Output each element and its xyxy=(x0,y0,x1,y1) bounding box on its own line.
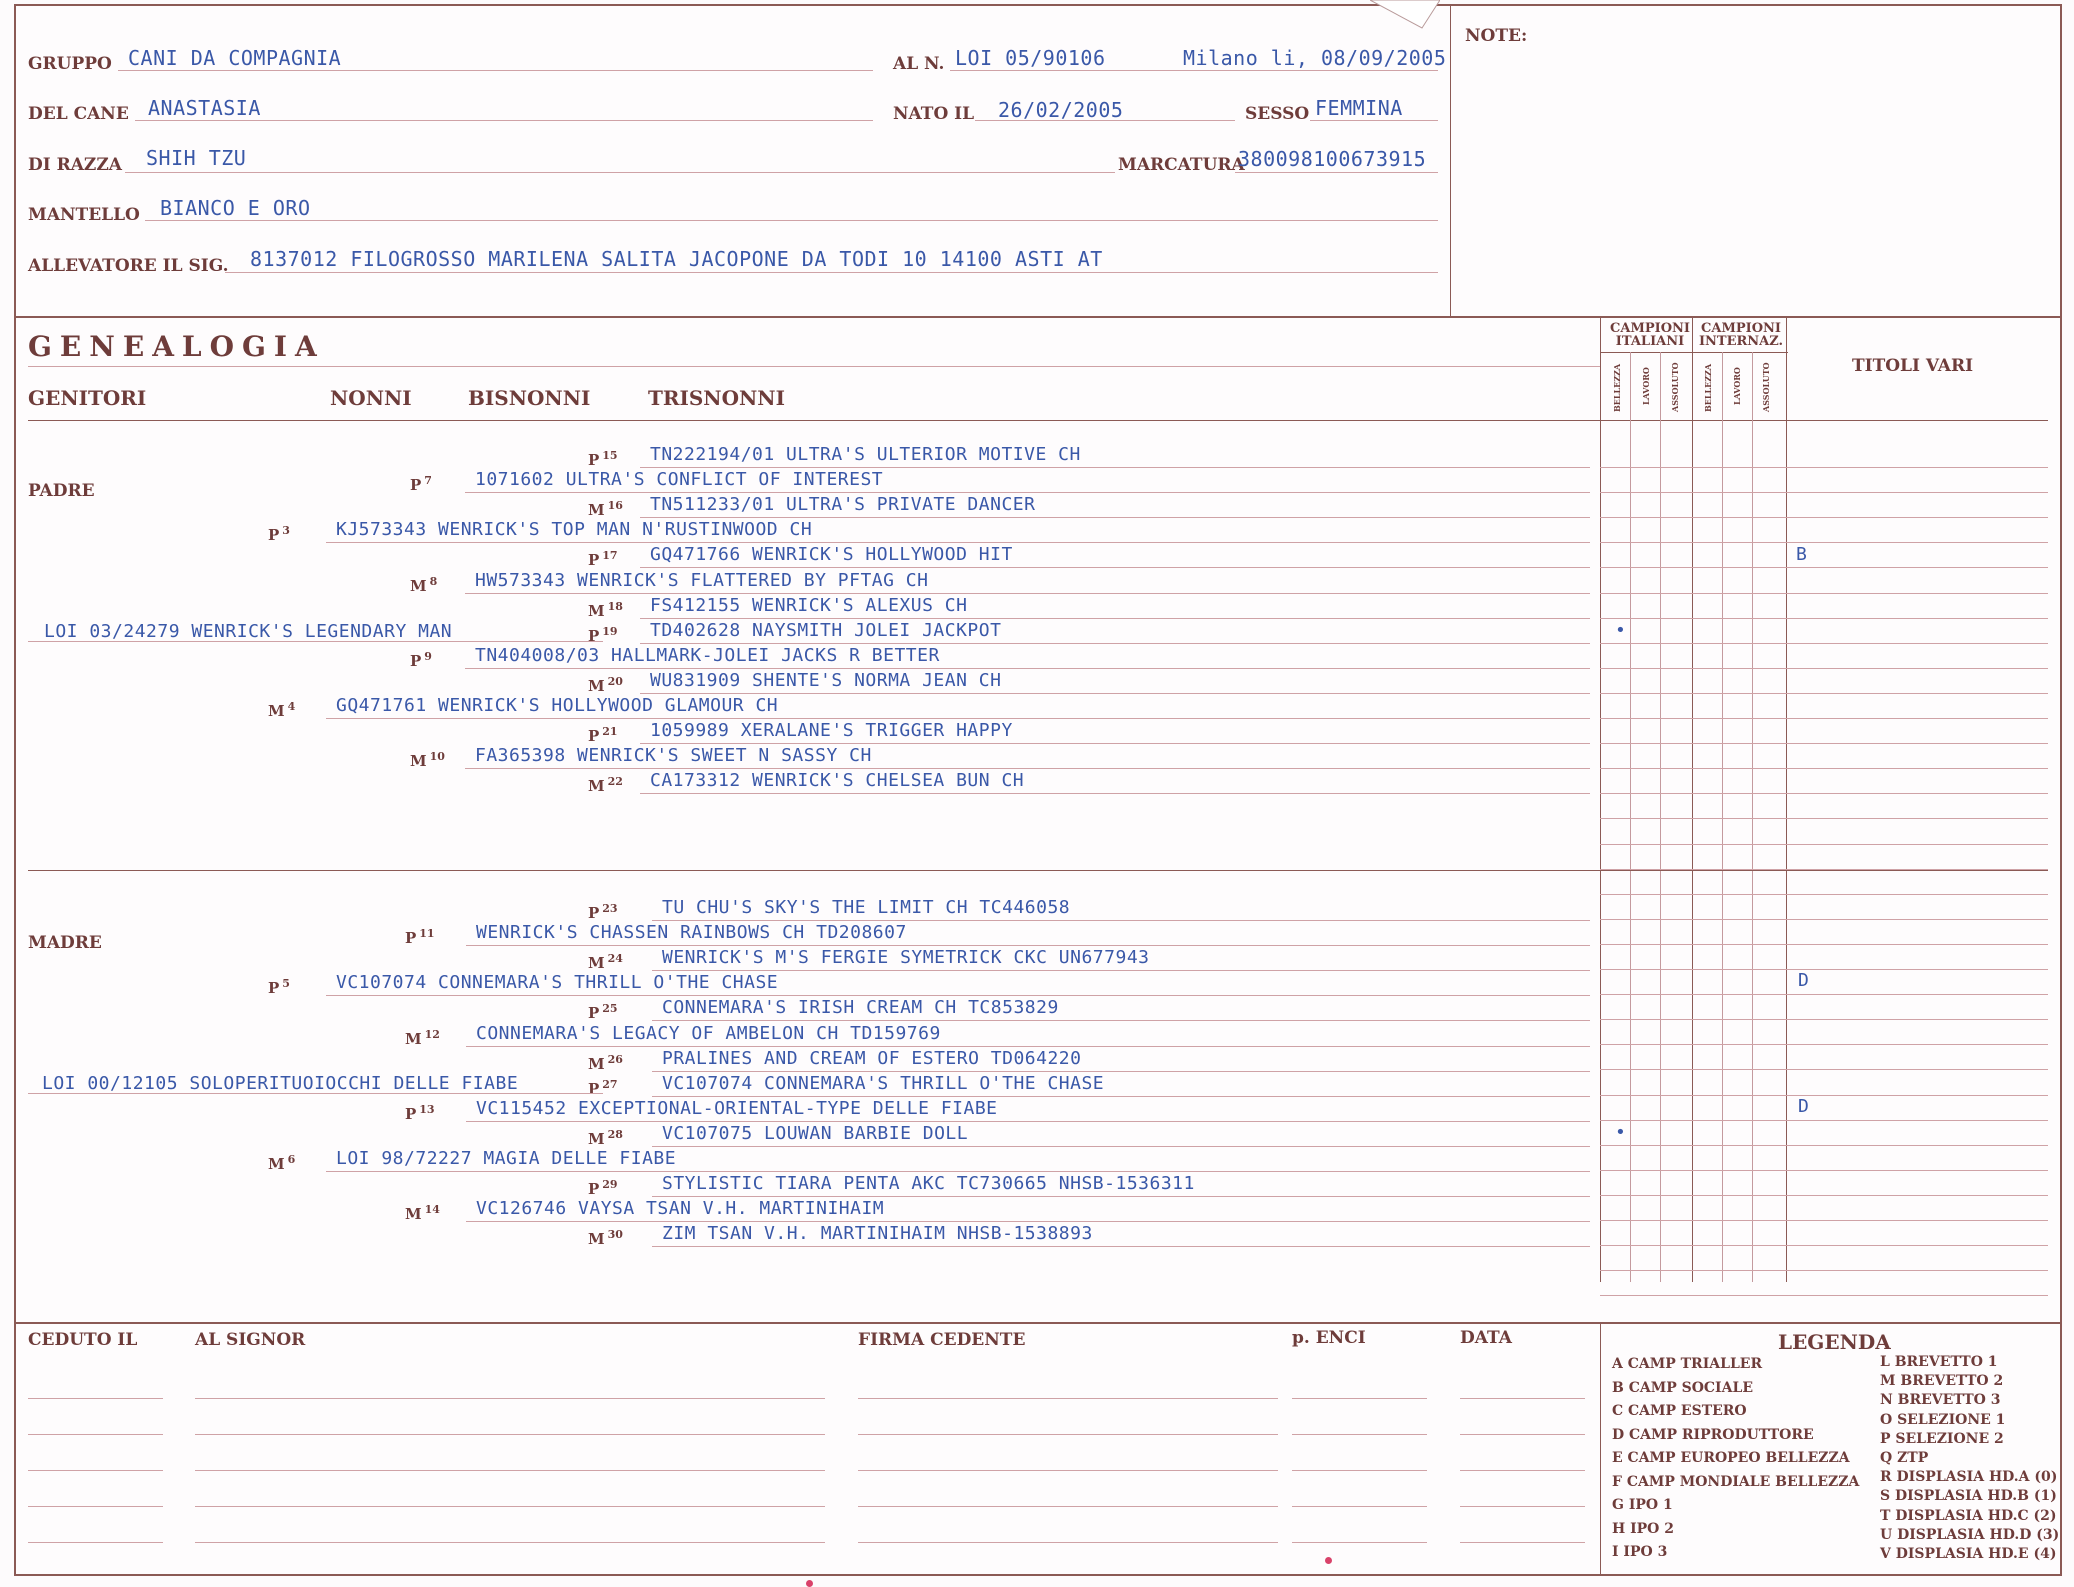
entry-underline xyxy=(652,970,1590,971)
sub-lavoro-it: LAVORO xyxy=(1641,367,1651,405)
entry-position-label xyxy=(405,927,435,947)
grid-row-line xyxy=(1600,818,2048,819)
footer-field-line xyxy=(28,1434,163,1435)
entry-code: P xyxy=(268,979,280,998)
legenda-item: D CAMP RIPRODUTTORE xyxy=(1612,1426,1814,1443)
campioni-internaz-header: CAMPIONI INTERNAZ. xyxy=(1698,321,1784,349)
entry-number: 25 xyxy=(602,1002,618,1016)
header-bottom-border xyxy=(14,316,2062,318)
pedigree-entry: CONNEMARA'S IRISH CREAM CH TC853829 xyxy=(662,997,1059,1019)
allevatore-line xyxy=(225,272,1438,273)
champion-mark-2: • xyxy=(1615,1122,1626,1143)
pedigree-sheet xyxy=(14,4,2062,1576)
stray-ink-dot xyxy=(806,1580,813,1587)
grid-v-3 xyxy=(1692,318,1693,1282)
grid-row-line xyxy=(1600,668,2048,669)
pedigree-entry: TN222194/01 ULTRA'S ULTERIOR MOTIVE CH xyxy=(650,444,1081,465)
data-label: DATA xyxy=(1460,1328,1512,1348)
entry-code: P xyxy=(588,904,600,922)
sub-bellezza-it: BELLEZZA xyxy=(1612,363,1622,412)
nato-il-line xyxy=(975,120,1235,121)
legenda-item: C CAMP ESTERO xyxy=(1612,1403,1747,1419)
entry-position-label xyxy=(588,1128,623,1148)
gen-title-line xyxy=(28,366,1600,367)
entry-underline xyxy=(640,467,1590,468)
entry-position-label xyxy=(588,952,623,972)
entry-number: 28 xyxy=(607,1127,623,1141)
col-nonni: NONNI xyxy=(330,386,412,410)
entry-number: 19 xyxy=(602,624,618,638)
p-enci-label: p. ENCI xyxy=(1292,1328,1366,1348)
entry-code: P xyxy=(588,1079,600,1098)
legenda-item: I IPO 3 xyxy=(1612,1544,1668,1560)
entry-code: P xyxy=(410,476,422,495)
entry-number: 21 xyxy=(602,725,618,739)
legenda-item: V DISPLASIA HD.E (4) xyxy=(1880,1546,2057,1562)
padre-value: LOI 03/24279 WENRICK'S LEGENDARY MAN xyxy=(44,621,453,642)
al-n-line xyxy=(950,70,1438,71)
entry-code: M xyxy=(410,752,427,771)
grid-row-line xyxy=(1600,1295,2048,1296)
footer-field-line xyxy=(1292,1434,1427,1435)
entry-number: 22 xyxy=(607,775,623,789)
genealogy-bottom-border xyxy=(14,1322,2062,1324)
entry-underline xyxy=(326,1171,1590,1172)
grid-row-line xyxy=(1600,1095,2048,1096)
entry-code: P xyxy=(268,526,280,545)
entry-underline xyxy=(652,1196,1590,1197)
entry-code: P xyxy=(588,1180,600,1199)
grid-row-line xyxy=(1600,994,2048,995)
pedigree-entry: FA365398 WENRICK'S SWEET N SASSY CH xyxy=(475,745,872,767)
campioni-italiani-header: CAMPIONI ITALIANI xyxy=(1610,321,1690,349)
footer-field-line xyxy=(195,1434,825,1435)
entry-code: M xyxy=(588,501,605,520)
sesso-label: SESSO xyxy=(1245,104,1310,124)
campioni-header-line xyxy=(1600,352,1788,353)
entry-position-label xyxy=(588,600,623,620)
del-cane-value: ANASTASIA xyxy=(148,96,261,120)
footer-field-line xyxy=(28,1398,163,1399)
pedigree-entry: HW573343 WENRICK'S FLATTERED BY PFTAG CH xyxy=(475,569,929,591)
entry-position-label xyxy=(268,977,290,997)
title-mark-d2: D xyxy=(1798,1096,1809,1117)
legenda-item: A CAMP TRIALLER xyxy=(1612,1356,1763,1372)
grid-v-0 xyxy=(1600,318,1601,1282)
entry-position-label xyxy=(268,700,295,720)
grid-row-line xyxy=(1600,919,2048,920)
marcatura-value: 380098100673915 xyxy=(1238,147,1427,171)
pedigree-entry: TD402628 NAYSMITH JOLEI JACKPOT xyxy=(650,619,1002,641)
entry-number: 7 xyxy=(424,474,432,488)
entry-number: 17 xyxy=(602,549,618,563)
entry-underline xyxy=(640,693,1590,694)
entry-code: M xyxy=(588,1230,605,1249)
champion-mark-1: • xyxy=(1615,620,1626,641)
entry-code: M xyxy=(588,1129,605,1148)
folded-corner-icon xyxy=(1370,0,1440,30)
entry-number: 11 xyxy=(419,927,435,941)
grid-row-line xyxy=(1600,492,2048,493)
razza-value: SHIH TZU xyxy=(146,146,247,170)
gruppo-label: GRUPPO xyxy=(28,54,112,74)
allevatore-label: ALLEVATORE IL SIG. xyxy=(28,256,229,276)
entry-underline xyxy=(652,1071,1590,1072)
mantello-label: MANTELLO xyxy=(28,205,140,225)
pedigree-entry: STYLISTIC TIARA PENTA AKC TC730665 NHSB-1536311 xyxy=(662,1173,1195,1195)
entry-underline xyxy=(640,517,1590,518)
pedigree-entry: WU831909 SHENTE'S NORMA JEAN CH xyxy=(650,669,1002,691)
entry-underline xyxy=(326,995,1590,996)
grid-row-line xyxy=(1600,844,2048,845)
entry-code: M xyxy=(588,777,605,796)
title-mark-d1: D xyxy=(1798,970,1809,991)
grid-row-line xyxy=(1600,517,2048,518)
gruppo-line xyxy=(118,70,873,71)
entry-underline xyxy=(640,618,1590,619)
grid-row-line xyxy=(1600,1120,2048,1121)
ceduto-il-label: CEDUTO IL xyxy=(28,1330,138,1350)
entry-number: 23 xyxy=(602,902,618,915)
sub-assoluto-it: ASSOLUTO xyxy=(1670,362,1680,412)
entry-number: 30 xyxy=(607,1228,623,1242)
legenda-item: R DISPLASIA HD.A (0) xyxy=(1880,1469,2058,1486)
entry-number: 6 xyxy=(287,1153,296,1166)
grid-row-line xyxy=(1600,542,2048,543)
nato-il-value: 26/02/2005 xyxy=(998,98,1124,122)
grid-row-line xyxy=(1600,793,2048,794)
entry-code: P xyxy=(405,1104,417,1123)
entry-code: P xyxy=(588,1004,600,1023)
grid-row-line xyxy=(1600,768,2048,769)
footer-field-line xyxy=(858,1434,1278,1435)
footer-field-line xyxy=(858,1398,1278,1399)
footer-field-line xyxy=(1460,1398,1585,1399)
col-bisnonni: BISNONNI xyxy=(468,386,591,410)
entry-code: M xyxy=(588,601,605,620)
grid-row-line xyxy=(1600,1245,2048,1246)
entry-position-label xyxy=(410,650,432,670)
entry-number: 20 xyxy=(607,674,623,688)
grid-row-line xyxy=(1600,743,2048,744)
entry-position-label xyxy=(268,1153,295,1173)
entry-position-label xyxy=(405,1203,440,1223)
pedigree-entry: CA173312 WENRICK'S CHELSEA BUN CH xyxy=(650,770,1025,792)
entry-position-label xyxy=(588,775,623,795)
sesso-line xyxy=(1310,120,1438,121)
grid-row-line xyxy=(1600,1069,2048,1070)
stray-ink-dot xyxy=(1325,1557,1332,1564)
entry-position-label xyxy=(588,675,623,695)
legenda-item: S DISPLASIA HD.B (1) xyxy=(1880,1488,2057,1505)
entry-number: 16 xyxy=(607,499,623,513)
pedigree-entry: TN404008/03 HALLMARK-JOLEI JACKS R BETTER xyxy=(475,644,940,666)
entry-underline xyxy=(640,743,1590,744)
entry-position-label xyxy=(588,1053,623,1073)
entry-underline xyxy=(652,920,1590,921)
entry-number: 29 xyxy=(602,1178,618,1192)
pedigree-entry: KJ573343 WENRICK'S TOP MAN N'RUSTINWOOD CH xyxy=(336,519,813,541)
footer-field-line xyxy=(1460,1506,1585,1507)
pedigree-entry: VC107075 LOUWAN BARBIE DOLL xyxy=(662,1122,969,1144)
grid-row-line xyxy=(1600,1220,2048,1221)
pedigree-entry: VC115452 EXCEPTIONAL-ORIENTAL-TYPE DELLE FIABE xyxy=(476,1097,998,1119)
grid-row-line xyxy=(1600,969,2048,970)
entry-code: M xyxy=(405,1029,422,1048)
entry-number: 14 xyxy=(424,1203,440,1217)
entry-code: M xyxy=(268,702,285,720)
sub-bellezza-int: BELLEZZA xyxy=(1703,363,1713,412)
razza-line xyxy=(125,172,1115,173)
marcatura-line xyxy=(1235,172,1438,173)
grid-row-line xyxy=(1600,1044,2048,1045)
entry-code: P xyxy=(588,727,600,746)
footer-field-line xyxy=(1460,1542,1585,1543)
grid-row-line xyxy=(1600,894,2048,895)
legenda-item: Q ZTP xyxy=(1880,1450,1929,1466)
entry-number: 5 xyxy=(282,977,290,991)
footer-field-line xyxy=(1292,1470,1427,1471)
grid-row-line xyxy=(1600,618,2048,619)
entry-underline xyxy=(326,542,1590,543)
al-n-value: LOI 05/90106 xyxy=(955,46,1106,70)
entry-position-label xyxy=(410,474,432,494)
grid-row-line xyxy=(1600,1019,2048,1020)
entry-position-label xyxy=(588,1002,618,1022)
legenda-item: U DISPLASIA HD.D (3) xyxy=(1880,1526,2060,1543)
entry-position-label xyxy=(588,499,623,519)
legenda-item: M BREVETTO 2 xyxy=(1880,1373,2004,1390)
pedigree-entry: FS412155 WENRICK'S ALEXUS CH xyxy=(650,594,968,616)
entry-number: 4 xyxy=(287,700,296,713)
legenda-item: G IPO 1 xyxy=(1612,1497,1673,1513)
entry-code: M xyxy=(588,954,605,973)
pedigree-entry: 1071602 ULTRA'S CONFLICT OF INTEREST xyxy=(475,469,884,491)
grid-row-line xyxy=(1600,467,2048,468)
pedigree-entry: VC126746 VAYSA TSAN V.H. MARTINIHAIM xyxy=(476,1198,885,1220)
footer-field-line xyxy=(1292,1398,1427,1399)
place-date: Milano li, 08/09/2005 xyxy=(1183,46,1447,70)
sub-assoluto-int: ASSOLUTO xyxy=(1761,362,1771,412)
footer-field-line xyxy=(858,1542,1278,1543)
allevatore-value: 8137012 FILOGROSSO MARILENA SALITA JACOPONE DA TODI 10 14100 ASTI AT xyxy=(250,247,1103,271)
mantello-value: BIANCO E ORO xyxy=(160,196,311,220)
entry-number: 15 xyxy=(602,449,618,462)
mantello-line xyxy=(145,220,1438,221)
entry-position-label xyxy=(588,1178,618,1198)
entry-code: M xyxy=(588,676,605,695)
entry-number: 3 xyxy=(282,524,290,538)
entry-underline xyxy=(326,718,1590,719)
grid-row-line xyxy=(1600,643,2048,644)
entry-number: 9 xyxy=(424,649,432,663)
entry-underline xyxy=(465,492,1590,493)
footer-field-line xyxy=(1460,1434,1585,1435)
del-cane-line xyxy=(135,120,873,121)
sesso-value: FEMMINA xyxy=(1315,96,1403,120)
grid-row-line xyxy=(1600,593,2048,594)
pedigree-entry: PRALINES AND CREAM OF ESTERO TD064220 xyxy=(662,1047,1082,1069)
pedigree-entry: GQ471766 WENRICK'S HOLLYWOOD HIT xyxy=(650,544,1013,566)
footer-field-line xyxy=(858,1506,1278,1507)
madre-label: MADRE xyxy=(28,933,102,953)
entry-number: 13 xyxy=(419,1102,435,1116)
note-label: NOTE: xyxy=(1465,26,1528,46)
grid-v-6 xyxy=(1786,318,1787,1282)
entry-position-label xyxy=(588,1078,618,1098)
gruppo-value: CANI DA COMPAGNIA xyxy=(128,46,342,70)
entry-underline xyxy=(640,643,1590,644)
entry-position-label xyxy=(588,1228,623,1248)
entry-number: 10 xyxy=(429,750,445,764)
genealogia-title: GENEALOGIA xyxy=(28,330,325,363)
al-n-label: AL N. xyxy=(893,54,945,74)
razza-label: DI RAZZA xyxy=(28,155,122,175)
legenda-item: O SELEZIONE 1 xyxy=(1880,1411,2006,1428)
entry-position-label xyxy=(405,1028,440,1048)
entry-underline xyxy=(652,1096,1590,1097)
grid-row-line xyxy=(1600,1145,2048,1146)
entry-position-label xyxy=(410,575,437,595)
pedigree-entry: TU CHU'S SKY'S THE LIMIT CH TC446058 xyxy=(662,897,1071,918)
pedigree-entry: TN511233/01 ULTRA'S PRIVATE DANCER xyxy=(650,494,1036,516)
footer-field-line xyxy=(858,1470,1278,1471)
footer-field-line xyxy=(28,1470,163,1471)
legenda-item: P SELEZIONE 2 xyxy=(1880,1430,2004,1447)
entry-code: P xyxy=(588,451,600,469)
pedigree-entry: ZIM TSAN V.H. MARTINIHAIM NHSB-1538893 xyxy=(662,1223,1093,1245)
padre-madre-divider xyxy=(28,870,2048,871)
entry-underline xyxy=(466,1046,1590,1047)
footer-field-line xyxy=(195,1506,825,1507)
entry-underline xyxy=(465,668,1590,669)
entry-number: 26 xyxy=(607,1052,623,1066)
legenda-item: E CAMP EUROPEO BELLEZZA xyxy=(1612,1450,1850,1466)
padre-label: PADRE xyxy=(28,481,95,501)
entry-underline xyxy=(466,1121,1590,1122)
entry-position-label xyxy=(410,750,445,770)
footer-field-line xyxy=(1292,1542,1427,1543)
legenda-title: LEGENDA xyxy=(1778,1330,1891,1354)
pedigree-entry: WENRICK'S M'S FERGIE SYMETRICK CKC UN677943 xyxy=(662,947,1150,969)
grid-row-line xyxy=(1600,567,2048,568)
legenda-item: N BREVETTO 3 xyxy=(1880,1392,2001,1409)
entry-position-label xyxy=(268,524,290,544)
entry-underline xyxy=(466,1221,1590,1222)
footer-field-line xyxy=(28,1542,163,1543)
entry-code: P xyxy=(405,929,417,948)
entry-number: 12 xyxy=(424,1027,440,1041)
footer-field-line xyxy=(28,1506,163,1507)
pedigree-entry: LOI 98/72227 MAGIA DELLE FIABE xyxy=(336,1148,677,1169)
footer-field-line xyxy=(195,1398,825,1399)
entry-number: 18 xyxy=(607,599,623,613)
titoli-vari-header: TITOLI VARI xyxy=(1852,356,1974,376)
footer-field-line xyxy=(1292,1506,1427,1507)
pedigree-entry: WENRICK'S CHASSEN RAINBOWS CH TD208607 xyxy=(476,922,907,944)
legenda-item: H IPO 2 xyxy=(1612,1520,1674,1537)
firma-cedente-label: FIRMA CEDENTE xyxy=(858,1330,1026,1350)
grid-row-line xyxy=(1600,1270,2048,1271)
del-cane-label: DEL CANE xyxy=(28,104,129,124)
grid-row-line xyxy=(1600,693,2048,694)
col-genitori: GENITORI xyxy=(28,386,147,410)
entry-underline xyxy=(465,768,1590,769)
grid-row-line xyxy=(1600,944,2048,945)
entry-underline xyxy=(652,1020,1590,1021)
columns-header-bottom xyxy=(28,420,2048,421)
sub-lavoro-int: LAVORO xyxy=(1732,367,1742,405)
pedigree-entry: VC107074 CONNEMARA'S THRILL O'THE CHASE xyxy=(662,1072,1105,1094)
footer-field-line xyxy=(195,1542,825,1543)
entry-number: 27 xyxy=(602,1077,618,1091)
legenda-divider xyxy=(1600,1322,1601,1576)
pedigree-entry: GQ471761 WENRICK'S HOLLYWOOD GLAMOUR CH xyxy=(336,695,779,716)
pedigree-entry: CONNEMARA'S LEGACY OF AMBELON CH TD159769 xyxy=(476,1022,941,1044)
legenda-item: T DISPLASIA HD.C (2) xyxy=(1880,1507,2057,1524)
footer-field-line xyxy=(1460,1470,1585,1471)
note-divider xyxy=(1450,4,1451,316)
entry-code: M xyxy=(405,1205,422,1224)
entry-underline xyxy=(640,793,1590,794)
legenda-item: F CAMP MONDIALE BELLEZZA xyxy=(1612,1473,1860,1490)
pedigree-entry: VC107074 CONNEMARA'S THRILL O'THE CHASE xyxy=(336,972,779,994)
pedigree-entry: 1059989 XERALANE'S TRIGGER HAPPY xyxy=(650,720,1013,742)
nato-il-label: NATO IL xyxy=(893,104,975,124)
al-signor-label: AL SIGNOR xyxy=(195,1330,306,1350)
grid-row-line xyxy=(1600,1170,2048,1171)
entry-position-label xyxy=(588,725,618,745)
marcatura-label: MARCATURA xyxy=(1118,155,1245,175)
entry-code: M xyxy=(268,1155,285,1173)
entry-position-label xyxy=(405,1103,435,1123)
col-trisnonni: TRISNONNI xyxy=(648,386,785,410)
entry-code: P xyxy=(410,651,422,670)
entry-code: M xyxy=(588,1054,605,1073)
entry-position-label xyxy=(588,549,618,569)
entry-code: M xyxy=(410,576,427,595)
entry-underline xyxy=(652,1246,1590,1247)
entry-number: 24 xyxy=(607,952,623,966)
entry-underline xyxy=(465,593,1590,594)
grid-row-line xyxy=(1600,1195,2048,1196)
legenda-item: L BREVETTO 1 xyxy=(1880,1354,1998,1370)
entry-number: 8 xyxy=(429,574,438,588)
entry-position-label xyxy=(588,449,618,469)
entry-position-label xyxy=(588,902,618,922)
entry-code: P xyxy=(588,626,600,645)
footer-field-line xyxy=(195,1470,825,1471)
legenda-item: B CAMP SOCIALE xyxy=(1612,1379,1753,1396)
entry-code: P xyxy=(588,551,600,570)
entry-underline xyxy=(466,945,1590,946)
grid-row-line xyxy=(1600,718,2048,719)
title-mark-b: B xyxy=(1796,544,1807,565)
madre-value: LOI 00/12105 SOLOPERITUOIOCCHI DELLE FIABE xyxy=(42,1073,519,1094)
entry-underline xyxy=(652,1146,1590,1147)
entry-underline xyxy=(640,567,1590,568)
